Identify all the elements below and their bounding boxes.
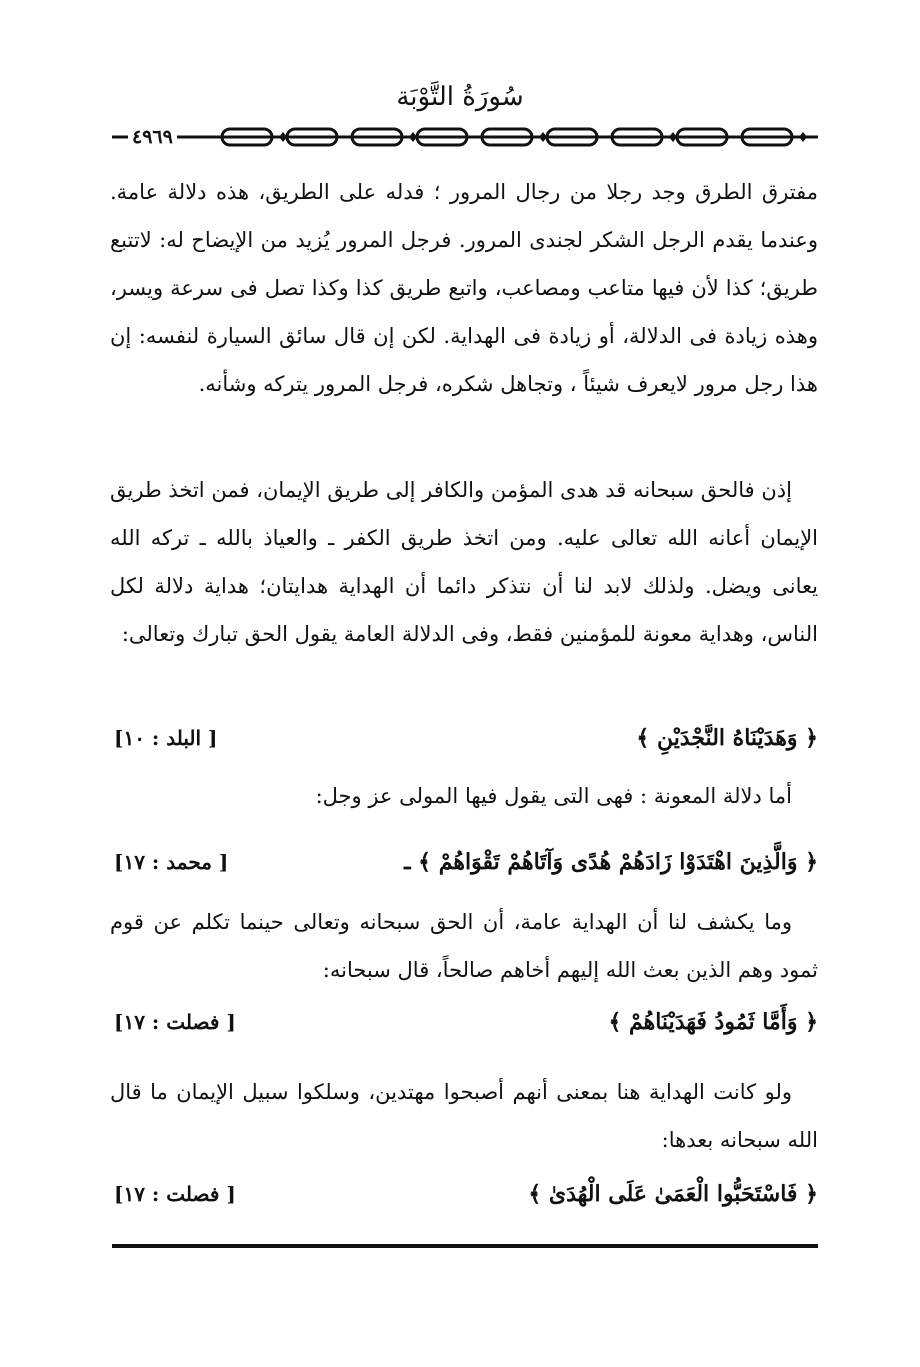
ornament-border [112,124,818,150]
page-number: ٤٩٦٩ [128,124,177,150]
verse-text: ﴿ فَاسْتَحَبُّوا الْعَمَىٰ عَلَى الْهُدَىٰ ﴾ [528,1181,818,1207]
quran-quote-1 [110,716,818,760]
verse-reference: [ البلد : ١٠] [114,726,218,750]
verse-text: ﴿ وَالَّذِينَ اهْتَدَوْا زَادَهُمْ هُدًى وَآتَاهُمْ تَقْوَاهُمْ ﴾ ـ [404,849,818,875]
verse-reference: [ محمد : ١٧] [114,850,229,874]
quran-quote-3 [110,1000,818,1044]
quran-quote-4 [110,1172,818,1216]
surah-title: سُورَةُ التَّوْبَة [396,82,524,112]
paragraph-3: أما دلالة المعونة : فهى التى يقول فيها المولى عز وجل: [315,784,792,808]
quran-quote-2 [110,840,818,884]
paragraph-5: ولو كانت الهداية هنا بمعنى أنهم أصبحوا مهتدين، وسلكوا سبيل الإيمان ما قال الله سبحانه بعدها: [110,1080,818,1152]
verse-reference: [ فصلت : ١٧] [114,1010,236,1034]
paragraph-1: مفترق الطرق وجد رجلا من رجال المرور ؛ فدله على الطريق، هذه دلالة عامة. وعندما يقدم الرجل الشكر لجندى المرور. فرجل المرور يُزيد من الإيضاح له: لاتتبع طريق؛ كذا لأن فيها متاعب ومصاعب، واتبع طريق كذا وكذا تصل فى سرعة ويسر، وهذه زيادة فى الدلالة، أو زيادة فى الهداية. لكن إن قال سائق السيارة لنفسه: إن هذا رجل مرور لايعرف شيئاً ، وتجاهل شكره، فرجل المرور يتركه وشأنه. [110,180,818,396]
paragraph-2: إذن فالحق سبحانه قد هدى المؤمن والكافر إلى طريق الإيمان، فمن اتخذ طريق الإيمان أعانه الله تعالى عليه. ومن اتخذ طريق الكفر ـ والعياذ بالله ـ تركه الله يعانى ويضل. ولذلك لابد لنا أن نتذكر دائما أن الهداية هدايتان؛ هداية دلالة لكل الناس، وهداية معونة للمؤمنين فقط، وفى الدلالة العامة يقول الحق تبارك وتعالى: [110,478,818,646]
footer-rule [112,1244,818,1248]
paragraph-4: وما يكشف لنا أن الهداية عامة، أن الحق سبحانه وتعالى حينما تكلم عن قوم ثمود وهم الذين بعث الله إليهم أخاهم صالحاً، قال سبحانه: [110,910,818,982]
verse-text: ﴿ وَهَدَيْنَاهُ النَّجْدَيْنِ ﴾ [636,725,818,751]
verse-text: ﴿ وَأَمَّا ثَمُودُ فَهَدَيْنَاهُمْ ﴾ [608,1009,818,1035]
verse-reference: [ فصلت : ١٧] [114,1182,236,1206]
